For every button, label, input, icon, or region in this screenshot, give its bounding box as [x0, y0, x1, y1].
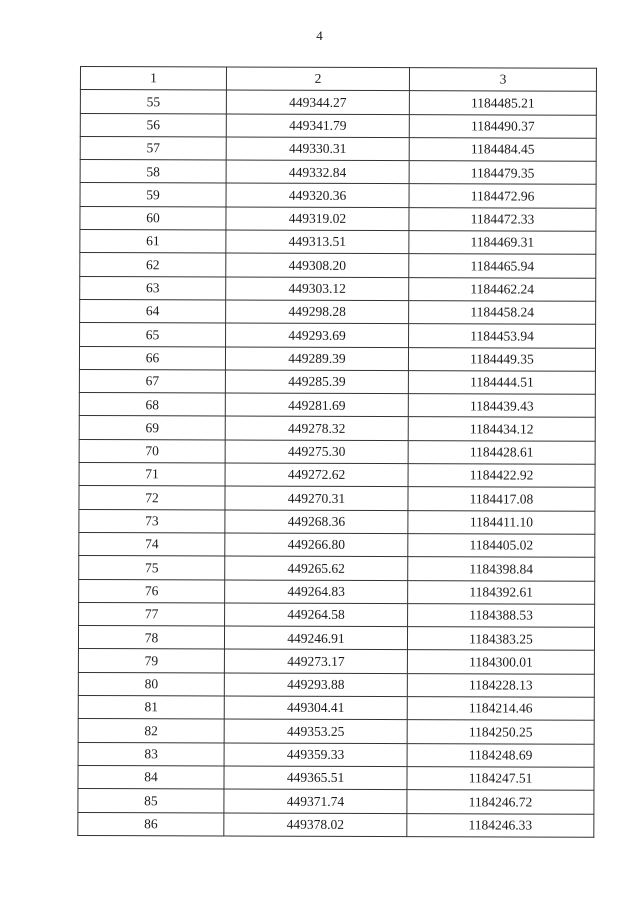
table-row: [80, 113, 596, 138]
table-row: [79, 579, 595, 604]
table-row: [79, 369, 595, 394]
y-coordinate-cell: 1184214.46: [407, 697, 594, 721]
y-coordinate-cell: 1184444.51: [408, 371, 595, 395]
x-coordinate-cell: 449273.17: [224, 649, 407, 673]
y-coordinate-cell: 1184479.35: [409, 161, 596, 185]
point-number-cell: 70: [79, 439, 225, 463]
point-number-cell: 80: [78, 672, 224, 696]
point-number-cell: 73: [79, 509, 225, 533]
table-row: [80, 90, 596, 115]
y-coordinate-cell: 1184392.61: [408, 580, 595, 604]
y-coordinate-cell: 1184485.21: [409, 91, 596, 115]
y-coordinate-cell: 1184428.61: [408, 440, 595, 464]
table-row: [79, 393, 595, 418]
table-row: [78, 812, 594, 837]
table-row: [79, 346, 595, 371]
table-row: [80, 230, 596, 255]
x-coordinate-cell: 449298.28: [226, 300, 409, 324]
y-coordinate-cell: 1184417.08: [408, 487, 595, 511]
x-coordinate-cell: 449272.62: [225, 463, 408, 487]
x-coordinate-cell: 449365.51: [224, 766, 407, 790]
page-number: 4: [316, 28, 323, 43]
x-coordinate-cell: 449319.02: [226, 207, 409, 231]
table-header: [80, 67, 596, 92]
x-coordinate-cell: 449304.41: [224, 696, 407, 720]
point-number-cell: 59: [80, 183, 226, 207]
point-number-cell: 68: [79, 393, 225, 417]
point-number-cell: 71: [79, 463, 225, 487]
point-number-cell: 69: [79, 416, 225, 440]
table-row: [79, 602, 595, 627]
table-row: [80, 276, 596, 301]
header-row: [80, 67, 596, 92]
x-coordinate-cell: 449293.88: [224, 673, 407, 697]
x-coordinate-cell: 449278.32: [225, 416, 408, 440]
y-coordinate-cell: 1184484.45: [409, 138, 596, 162]
x-coordinate-cell: 449275.30: [225, 440, 408, 464]
table-row: [80, 299, 596, 324]
x-coordinate-cell: 449268.36: [225, 510, 408, 534]
table-row: [79, 463, 595, 488]
y-coordinate-cell: 1184490.37: [409, 114, 596, 138]
point-number-cell: 74: [79, 532, 225, 556]
x-coordinate-cell: 449246.91: [224, 626, 407, 650]
point-number-cell: 56: [80, 113, 226, 137]
table-body: [78, 90, 597, 837]
table-row: [80, 253, 596, 278]
point-number-cell: 57: [80, 136, 226, 160]
y-coordinate-cell: 1184228.13: [407, 673, 594, 697]
table-row: [78, 626, 594, 651]
point-number-cell: 61: [80, 230, 226, 254]
point-number-cell: 77: [79, 602, 225, 626]
y-coordinate-cell: 1184458.24: [409, 301, 596, 325]
table-row: [79, 416, 595, 441]
point-number-cell: 63: [80, 276, 226, 300]
point-number-cell: 76: [79, 579, 225, 603]
table-row: [78, 765, 594, 790]
point-number-cell: 83: [78, 742, 224, 766]
y-coordinate-cell: 1184248.69: [407, 743, 594, 767]
y-coordinate-cell: 1184398.84: [408, 557, 595, 581]
y-coordinate-cell: 1184383.25: [407, 627, 594, 651]
x-coordinate-cell: 449313.51: [226, 230, 409, 254]
point-number-cell: 86: [78, 812, 224, 836]
table-row: [80, 206, 596, 231]
point-number-cell: 67: [79, 369, 225, 393]
x-coordinate-cell: 449293.69: [226, 323, 409, 347]
y-coordinate-cell: 1184434.12: [408, 417, 595, 441]
table-row: [78, 649, 594, 674]
table-row: [78, 719, 594, 744]
x-coordinate-cell: 449320.36: [226, 183, 409, 207]
y-coordinate-cell: 1184300.01: [407, 650, 594, 674]
x-coordinate-cell: 449281.69: [225, 393, 408, 417]
y-coordinate-cell: 1184246.33: [407, 813, 594, 837]
x-coordinate-cell: 449344.27: [226, 90, 409, 114]
point-number-cell: 65: [80, 323, 226, 347]
y-coordinate-cell: 1184462.24: [409, 277, 596, 301]
table-row: [80, 323, 596, 348]
table-row: [80, 183, 596, 208]
x-coordinate-cell: 449330.31: [226, 137, 409, 161]
x-coordinate-cell: 449265.62: [225, 556, 408, 580]
x-coordinate-cell: 449341.79: [226, 114, 409, 138]
table-row: [78, 789, 594, 814]
y-coordinate-cell: 1184439.43: [408, 394, 595, 418]
y-coordinate-cell: 1184405.02: [408, 534, 595, 558]
point-number-cell: 82: [78, 719, 224, 743]
x-coordinate-cell: 449285.39: [225, 370, 408, 394]
column-header-3: 3: [409, 68, 596, 92]
x-coordinate-cell: 449378.02: [224, 813, 407, 837]
y-coordinate-cell: 1184469.31: [409, 231, 596, 255]
point-number-cell: 84: [78, 765, 224, 789]
point-number-cell: 66: [79, 346, 225, 370]
table-row: [79, 486, 595, 511]
y-coordinate-cell: 1184449.35: [408, 347, 595, 371]
y-coordinate-cell: 1184453.94: [409, 324, 596, 348]
column-header-2: 2: [226, 67, 409, 91]
x-coordinate-cell: 449289.39: [225, 347, 408, 371]
column-header-1: 1: [80, 67, 226, 91]
y-coordinate-cell: 1184411.10: [408, 510, 595, 534]
table-row: [79, 509, 595, 534]
x-coordinate-cell: 449332.84: [226, 160, 409, 184]
y-coordinate-cell: 1184246.72: [407, 790, 594, 814]
y-coordinate-cell: 1184250.25: [407, 720, 594, 744]
y-coordinate-cell: 1184465.94: [409, 254, 596, 278]
x-coordinate-cell: 449359.33: [224, 743, 407, 767]
table-row: [79, 439, 595, 464]
point-number-cell: 85: [78, 789, 224, 813]
x-coordinate-cell: 449371.74: [224, 789, 407, 813]
x-coordinate-cell: 449353.25: [224, 719, 407, 743]
x-coordinate-cell: 449266.80: [225, 533, 408, 557]
y-coordinate-cell: 1184422.92: [408, 464, 595, 488]
table-row: [79, 556, 595, 581]
point-number-cell: 55: [80, 90, 226, 114]
point-number-cell: 62: [80, 253, 226, 277]
coordinates-table: [77, 66, 597, 838]
point-number-cell: 60: [80, 206, 226, 230]
point-number-cell: 81: [78, 696, 224, 720]
x-coordinate-cell: 449303.12: [226, 277, 409, 301]
point-number-cell: 79: [78, 649, 224, 673]
y-coordinate-cell: 1184472.96: [409, 184, 596, 208]
table-row: [78, 672, 594, 697]
point-number-cell: 75: [79, 556, 225, 580]
y-coordinate-cell: 1184388.53: [408, 603, 595, 627]
table-row: [78, 696, 594, 721]
x-coordinate-cell: 449264.83: [225, 580, 408, 604]
point-number-cell: 78: [78, 626, 224, 650]
point-number-cell: 72: [79, 486, 225, 510]
x-coordinate-cell: 449270.31: [225, 486, 408, 510]
x-coordinate-cell: 449308.20: [226, 253, 409, 277]
y-coordinate-cell: 1184472.33: [409, 207, 596, 231]
point-number-cell: 58: [80, 160, 226, 184]
x-coordinate-cell: 449264.58: [225, 603, 408, 627]
table-row: [80, 136, 596, 161]
point-number-cell: 64: [80, 299, 226, 323]
table-row: [79, 532, 595, 557]
table-row: [78, 742, 594, 767]
y-coordinate-cell: 1184247.51: [407, 767, 594, 791]
table-row: [80, 160, 596, 185]
